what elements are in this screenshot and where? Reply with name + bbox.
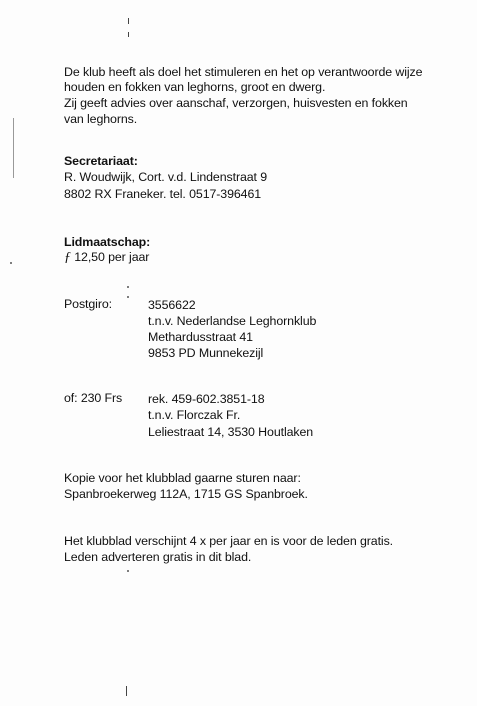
belgie-number: rek. 459-602.3851-18 [148, 392, 265, 406]
secretariaat-heading: Secretariaat: [64, 154, 138, 168]
belgie-line-2: Leliestraat 14, 3530 Houtlaken [148, 425, 314, 439]
scan-dot [127, 570, 129, 572]
postgiro-line-2: Methardusstraat 41 [148, 330, 253, 344]
klubblad-line-1: Het klubblad verschijnt 4 x per jaar en is voor de leden gratis. [64, 534, 394, 548]
lidmaatschap-fee [64, 249, 149, 266]
klubblad-line-2: Leden adverteren gratis in dit blad. [64, 550, 252, 564]
fee-amount: 12,50 per jaar [74, 250, 150, 264]
guilder-sign: ƒ [64, 250, 71, 265]
scan-mark-top-2 [128, 32, 129, 37]
belgie-label: of: 230 Frs [64, 391, 123, 405]
left-margin-line [13, 118, 14, 178]
secretariaat-line-2: 8802 RX Franeker. tel. 0517-396461 [64, 187, 262, 201]
scan-mark-bottom [126, 686, 127, 696]
lidmaatschap-heading: Lidmaatschap: [64, 235, 151, 249]
scan-mark-top [128, 18, 129, 24]
intro-line-1: De klub heeft als doel het stimuleren en het op verantwoorde wijze [64, 65, 423, 79]
kopie-line-2: Spanbroekerweg 112A, 1715 GS Spanbroek. [64, 487, 308, 501]
postgiro-line-1: t.n.v. Nederlandse Leghornklub [148, 314, 317, 328]
postgiro-line-3: 9853 PD Munnekezijl [148, 346, 264, 360]
intro-line-2: houden en fokken van leghorns, groot en dwerg. [64, 80, 326, 94]
intro-line-4: van leghorns. [64, 112, 138, 126]
scan-dot [127, 286, 129, 288]
postgiro-number: 3556622 [148, 298, 196, 312]
belgie-line-1: t.n.v. Florczak Fr. [148, 408, 241, 422]
kopie-line-1: Kopie voor het klubblad gaarne sturen naar: [64, 471, 301, 485]
secretariaat-line-1: R. Woudwijk, Cort. v.d. Lindenstraat 9 [64, 170, 268, 184]
postgiro-label: Postgiro: [64, 297, 112, 311]
scan-dot [10, 262, 12, 264]
scan-dot [127, 296, 129, 298]
intro-line-3: Zij geeft advies over aanschaf, verzorgen, huisvesten en fokken [64, 96, 408, 110]
